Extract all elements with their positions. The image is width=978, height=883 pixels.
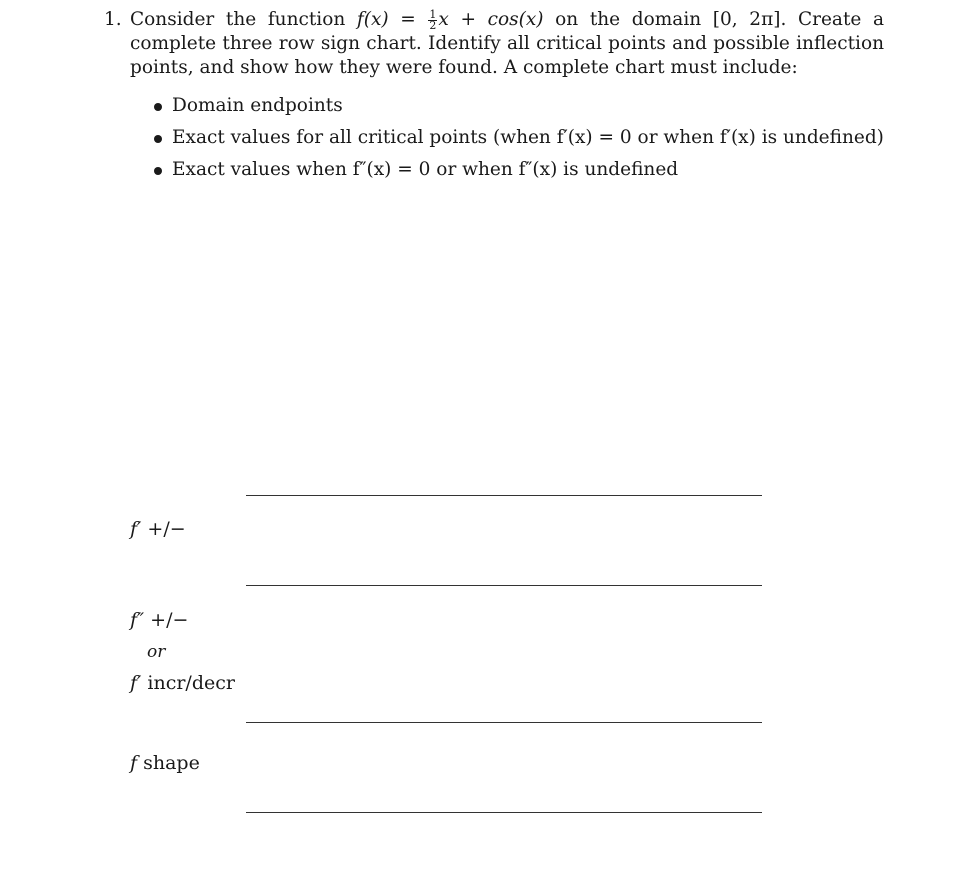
bullet-icon bbox=[154, 103, 162, 111]
number-line-3 bbox=[246, 722, 762, 723]
bullet-icon bbox=[154, 167, 162, 175]
list-item: Exact values when f″(x) = 0 or when f″(x) is undefined bbox=[154, 158, 884, 182]
function-lhs: f(x) = bbox=[356, 9, 428, 30]
problem-statement bbox=[130, 8, 884, 80]
row-label-fdoubleprime: f″ +/− bbox=[130, 609, 189, 631]
intro-text: Consider the function bbox=[130, 9, 357, 30]
or-label: or bbox=[147, 642, 166, 662]
row-label-fprime: f′ +/− bbox=[130, 518, 186, 540]
list-item: Domain endpoints bbox=[154, 94, 884, 118]
domain-interval: [0, 2π] bbox=[712, 9, 781, 30]
number-line-4 bbox=[246, 812, 762, 813]
problem-number: 1. bbox=[104, 9, 122, 30]
number-line-2 bbox=[246, 585, 762, 586]
row-label-fprime-incr-decr: f′ incr/decr bbox=[130, 672, 235, 694]
domain-text: on the domain bbox=[543, 9, 713, 30]
function-rhs: x + cos(x) bbox=[438, 9, 544, 30]
instructions-text: . Create a complete three row sign chart. Identify all critical points and possible inflection points, and show how they were found. A complete chart must include: bbox=[130, 9, 884, 78]
requirements-list bbox=[154, 94, 884, 182]
bullet-icon bbox=[154, 135, 162, 143]
row-label-f-shape: f shape bbox=[130, 752, 200, 774]
fraction-one-half: $\frac{1}{2}$ bbox=[429, 7, 437, 32]
number-line-1 bbox=[246, 495, 762, 496]
problem-1 bbox=[104, 8, 884, 190]
list-item: Exact values for all critical points (when f′(x) = 0 or when f′(x) is undefined) bbox=[154, 126, 884, 150]
